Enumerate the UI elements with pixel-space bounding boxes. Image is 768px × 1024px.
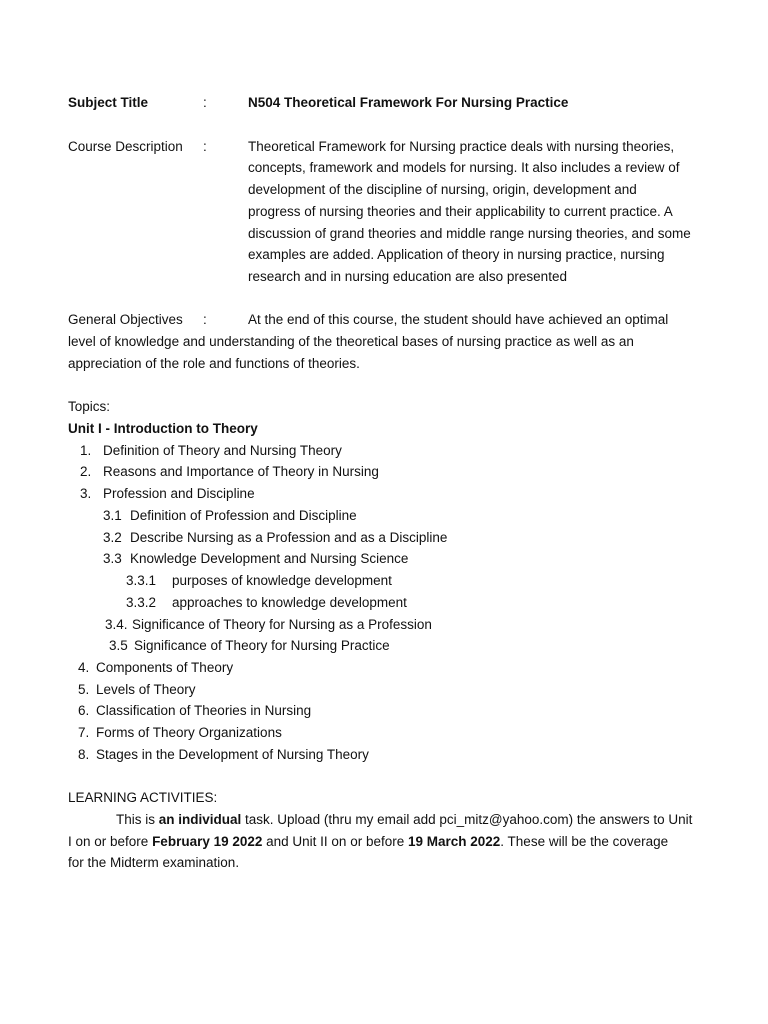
topic-text: Components of Theory: [96, 660, 234, 675]
topic-text: Describe Nursing as a Profession and as a Discipline: [130, 530, 448, 545]
topic-text: Profession and Discipline: [103, 486, 255, 501]
topic-number: 4.: [78, 660, 90, 675]
course-description-line: progress of nursing theories and their applicability to current practice. A: [248, 204, 673, 219]
text-run: This is: [116, 812, 159, 827]
topic-text: Significance of Theory for Nursing Practice: [134, 638, 390, 653]
subject-title-label: Subject Title: [68, 95, 149, 110]
text-run: I on or before: [68, 834, 153, 849]
general-objectives-line: appreciation of the role and functions of theories.: [68, 356, 360, 371]
learning-activities-paragraph-line: for the Midterm examination.: [68, 855, 240, 870]
topic-number: 3.2: [103, 530, 122, 545]
general-objectives-first-line: At the end of this course, the student should have achieved an optimal: [248, 312, 669, 327]
general-objectives-colon: :: [203, 312, 207, 327]
text-run: task. Upload (thru my email add pci_mitz@yahoo.com) the answers to Unit: [241, 812, 693, 827]
course-description-label: Course Description: [68, 139, 183, 154]
learning-activities-heading: LEARNING ACTIVITIES:: [68, 790, 218, 805]
topic-number: 3.3: [103, 551, 122, 566]
course-description-line: research and in nursing education are also presented: [248, 269, 567, 284]
learning-activities-paragraph-line: [116, 810, 692, 830]
topic-text: Definition of Profession and Discipline: [130, 508, 357, 523]
topic-text: purposes of knowledge development: [172, 573, 392, 588]
deadline-unit-2: 19 March 2022: [407, 834, 501, 849]
topics-heading: Topics:: [68, 399, 111, 414]
subject-title-value: N504 Theoretical Framework For Nursing Practice: [248, 95, 569, 110]
course-description-line: Theoretical Framework for Nursing practice deals with nursing theories,: [248, 139, 675, 154]
emphasis-individual: an individual: [158, 812, 242, 827]
topic-text: Significance of Theory for Nursing as a Profession: [132, 617, 432, 632]
general-objectives-line: level of knowledge and understanding of the theoretical bases of nursing practice as well as an: [68, 334, 634, 349]
topic-text: Knowledge Development and Nursing Science: [130, 551, 409, 566]
text-run: and Unit II on or before: [262, 834, 408, 849]
course-description-line: discussion of grand theories and middle range nursing theories, and some: [248, 226, 691, 241]
deadline-unit-1: February 19 2022: [152, 834, 263, 849]
topic-text: approaches to knowledge development: [172, 595, 407, 610]
topic-number: 2.: [80, 464, 92, 479]
topic-number: 3.4.: [105, 617, 128, 632]
topic-number: 5.: [78, 682, 90, 697]
topic-number: 3.1: [103, 508, 122, 523]
course-description-line: concepts, framework and models for nursing. It also includes a review of: [248, 160, 680, 175]
topic-text: Forms of Theory Organizations: [96, 725, 282, 740]
topic-number: 1.: [80, 443, 92, 458]
subject-title-colon: :: [203, 95, 207, 110]
topic-text: Classification of Theories in Nursing: [96, 703, 312, 718]
topic-number: 3.3.1: [126, 573, 157, 588]
topic-number: 3.: [80, 486, 92, 501]
topic-number: 8.: [78, 747, 90, 762]
topic-number: 6.: [78, 703, 90, 718]
topic-text: Definition of Theory and Nursing Theory: [103, 443, 342, 458]
general-objectives-label: General Objectives: [68, 312, 183, 327]
learning-activities-paragraph-line: [68, 832, 668, 852]
topic-text: Reasons and Importance of Theory in Nursing: [103, 464, 379, 479]
course-description-colon: :: [203, 139, 207, 154]
topic-number: 3.3.2: [126, 595, 157, 610]
course-description-line: development of the discipline of nursing, origin, development and: [248, 182, 637, 197]
unit-title: Unit I - Introduction to Theory: [68, 421, 258, 436]
topic-text: Levels of Theory: [96, 682, 196, 697]
topic-text: Stages in the Development of Nursing Theory: [96, 747, 369, 762]
topic-number: 3.5: [109, 638, 128, 653]
course-description-line: examples are added. Application of theory in nursing practice, nursing: [248, 247, 665, 262]
topic-number: 7.: [78, 725, 90, 740]
text-run: . These will be the coverage: [500, 834, 669, 849]
